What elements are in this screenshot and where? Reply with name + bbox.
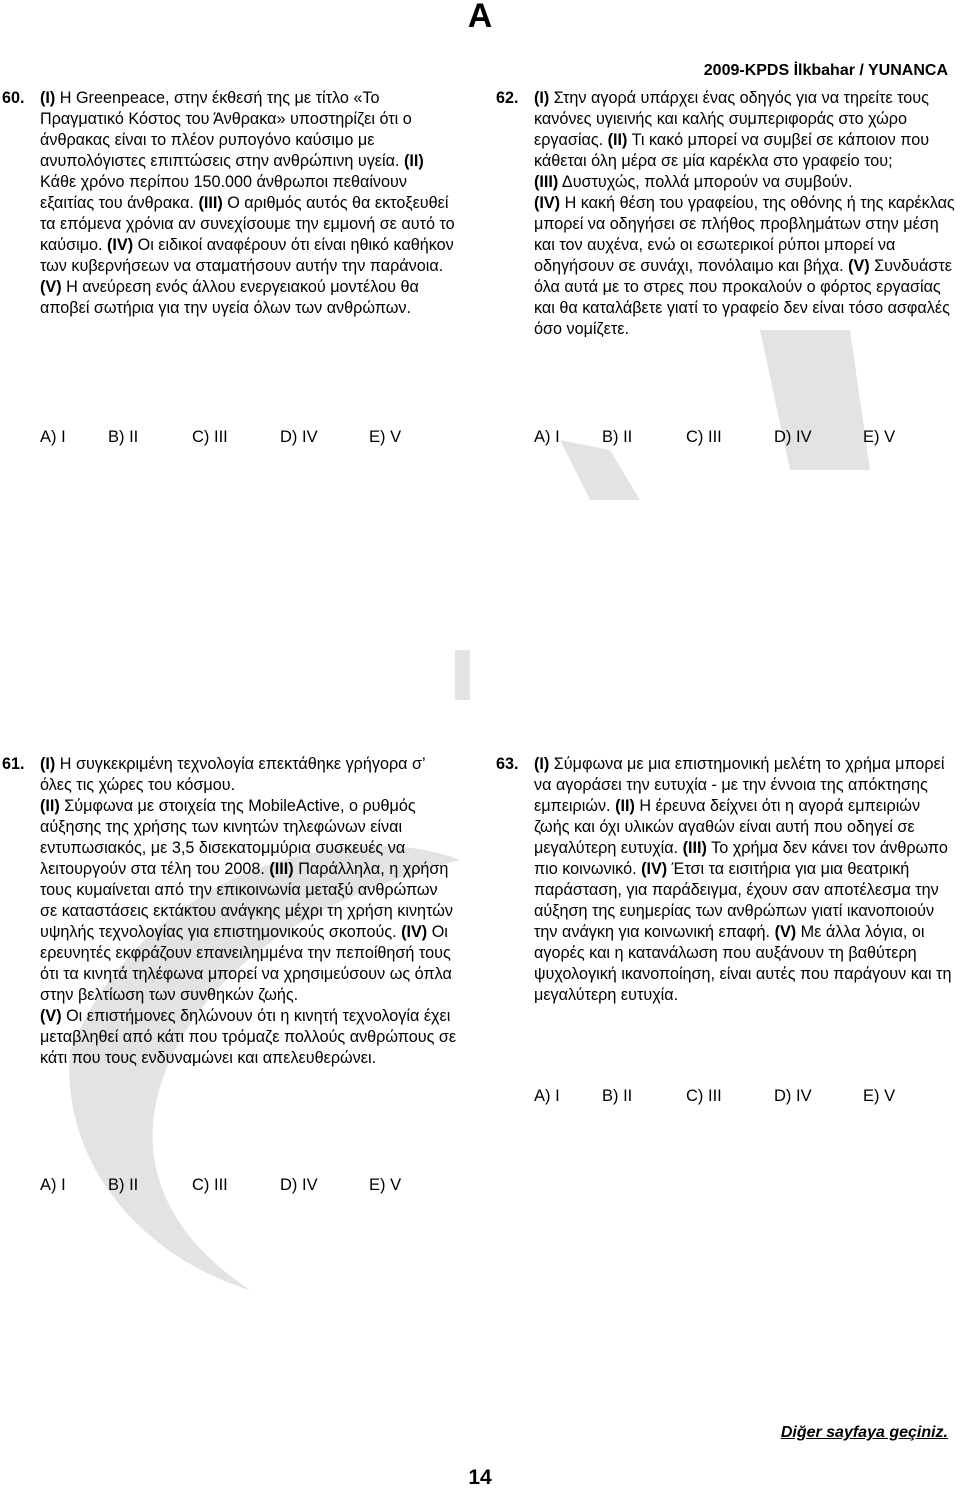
sentence-label: (IV) [641,860,668,878]
sentence-label: (III) [198,194,223,212]
answer-options [534,427,895,448]
next-page-note: Diğer sayfaya geçiniz. [780,1424,948,1441]
option-b[interactable]: B) II [602,1087,633,1105]
option-e[interactable]: E) V [369,1176,402,1194]
option-c[interactable]: C) III [686,1087,722,1105]
sentence-label: (II) [615,797,635,815]
sentence-text: Τι κακό μπορεί να συμβεί σε κάποιον που κάθεται όλη μέρα σε μία καρέκλα στο γραφείο του; [534,131,930,170]
sentence-text: Σύμφωνα με μια επιστημονική μελέτη το χρήμα μπορεί να αγοράσει την ευτυχία - με την έννοια της απόκτησης εμπειριών. [534,755,945,815]
option-d[interactable]: D) IV [774,1087,812,1105]
question-text [40,754,457,1069]
option-c[interactable]: C) III [192,428,228,446]
sentence-label: (I) [40,755,56,773]
option-c[interactable]: C) III [686,428,722,446]
sentence-text: Συνδυάστε όλα αυτά με το στρες που προκαλούν ο φόρτος εργασίας και θα καταλάβετε γιατί το γραφείο δεν είναι τόσο ασφαλές όσο νομίζετε. [534,257,952,338]
sentence-text: Στην αγορά υπάρχει ένας οδηγός για να τηρείτε τους κανόνες υγιεινής και καλής συμπεριφοράς στο χώρο εργασίας. [534,89,929,149]
option-e[interactable]: E) V [863,1087,896,1105]
option-e[interactable]: E) V [369,428,402,446]
sentence-label: (III) [534,173,559,191]
sentence-label: (III) [682,839,707,857]
sentence-text: Ο αριθμός αυτός θα εκτοξευθεί τα επόμενα χρόνια αν συνεχίσουμε την εμμονή σε αυτό το καύσιμο. [40,194,455,254]
question-number: 62. [496,89,519,107]
sentence-text: Η Greenpeace, στην έκθεσή της με τίτλο «Το Πραγματικό Κόστος του Άνθρακα» υποστηρίζει ότι ο άνθρακας είναι το πλέον ρυπογόνο καύσιμο με ανυπολόγιστες επιπτώσεις στην ανθρώπινη υγεία. [40,89,412,170]
option-a[interactable]: A) I [534,1087,560,1105]
sentence-text: Οι ερευνητές εκφράζουν επανειλημμένα την πεποίθησή τους ότι τα κινητά τηλέφωνα μπορεί να χρησιμεύσουν ως όπλα στην βελτίωση των συνθηκών ζωής. [40,923,452,1004]
answer-options [40,1175,401,1196]
sentence-label: (I) [534,89,550,107]
sentence-label: (I) [534,755,550,773]
answer-options [40,427,401,448]
sentence-label: (I) [40,89,56,107]
watermark-stroke-left [560,440,640,500]
sentence-label: (III) [269,860,294,878]
option-c[interactable]: C) III [192,1176,228,1194]
option-d[interactable]: D) IV [774,428,812,446]
sentence-text: Η κακή θέση του γραφείου, της οθόνης ή της καρέκλας μπορεί να οδηγήσει σε πλήθος προβλημάτων στην μέση και τον αυχένα, ενώ οι εσωτερικοί ρύποι μπορεί να οδηγήσουν σε συνάχι, πονόλαιμο και βήχα. [534,194,955,275]
question-text [534,88,958,340]
watermark-stroke-lower [455,650,470,700]
sentence-text: Με άλλα λόγια, οι αγορές και η κατανάλωση που αυξάνουν τη βαθύτερη ψυχολογική ικανοποίηση, είναι αυτές που παράγουν και τη μεγαλύτερη ευτυχία. [534,923,952,1004]
option-a[interactable]: A) I [40,1176,66,1194]
booklet-letter: A [467,0,493,35]
option-a[interactable]: A) I [40,428,66,446]
sentence-text: Δυστυχώς, πολλά μπορούν να συμβούν. [558,173,853,191]
question-text [40,88,457,319]
sentence-text: Οι ειδικοί αναφέρουν ότι είναι ηθικό καθήκον των κυβερνήσεων να σταματήσουν αυτήν την παράνοια. [40,236,454,275]
sentence-label: (IV) [107,236,134,254]
sentence-text: Σύμφωνα με στοιχεία της MobileActive, ο ρυθμός αύξησης της χρήσης των κινητών τηλεφώνων είναι εντυπωσιακός, με 3,5 δισεκατομμύρια συσκευές να λειτουργούν στα τέλη του 2008. [40,797,416,878]
question-number: 63. [496,755,519,773]
question-text [534,754,958,1006]
sentence-label: (V) [40,278,62,296]
sentence-text: Το χρήμα δεν κάνει τον άνθρωπο πιο κοινωνικό. [534,839,948,878]
page-number: 14 [468,1466,492,1489]
sentence-text: Η ανεύρεση ενός άλλου ενεργειακού μοντέλου θα αποβεί σωτήρια για την υγεία όλων των ανθρώπων. [40,278,419,317]
option-b[interactable]: B) II [108,428,139,446]
sentence-label: (V) [40,1007,62,1025]
watermark-stroke-right [760,330,870,470]
option-d[interactable]: D) IV [280,1176,318,1194]
option-d[interactable]: D) IV [280,428,318,446]
sentence-text: Έτσι τα εισιτήρια για μια θεατρική παράσταση, για παράδειγμα, έχουν σαν αποτέλεσμα την αύξηση της ευημερίας των ανθρώπων γιατί ικανοποιούν την ανάγκη για κοινωνική επαφή. [534,860,939,941]
sentence-text: Παράλληλα, η χρήση τους κυμαίνεται από την επικοινωνία μεταξύ ανθρώπων σε καταστάσεις εκτάκτου ανάγκης μέχρι τη χρήση κινητών υψηλής τεχνολογίας για επιστημονικούς σκοπούς. [40,860,453,941]
option-b[interactable]: B) II [602,428,633,446]
option-e[interactable]: E) V [863,428,896,446]
question-number: 61. [2,755,25,773]
sentence-text: Η συγκεκριμένη τεχνολογία επεκτάθηκε γρήγορα σ’ όλες τις χώρες του κόσμου. [40,755,426,794]
exam-header: 2009-KPDS İlkbahar / YUNANCA [703,62,948,79]
sentence-label: (II) [607,131,628,149]
sentence-text: Κάθε χρόνο περίπου 150.000 άνθρωποι πεθαίνουν εξαιτίας του άνθρακα. [40,173,407,212]
sentence-label: (II) [40,797,60,815]
sentence-label: (IV) [534,194,561,212]
question-number: 60. [2,89,25,107]
sentence-label: (II) [403,152,424,170]
sentence-label: (V) [774,923,797,941]
option-b[interactable]: B) II [108,1176,139,1194]
sentence-text: Η έρευνα δείχνει ότι η αγορά εμπειριών ζωής και όχι υλικών αγαθών είναι αυτή που οδηγεί σε μεγαλύτερη ευτυχία. [534,797,921,857]
sentence-label: (IV) [401,923,428,941]
sentence-text: Οι επιστήμονες δηλώνουν ότι η κινητή τεχνολογία έχει μεταβληθεί από κάτι που τρόμαζε πολλούς ανθρώπους σε κάτι που τους ενδυναμώνει και απελευθερώνει. [40,1007,457,1067]
option-a[interactable]: A) I [534,428,560,446]
sentence-label: (V) [848,257,870,275]
answer-options [534,1086,895,1107]
